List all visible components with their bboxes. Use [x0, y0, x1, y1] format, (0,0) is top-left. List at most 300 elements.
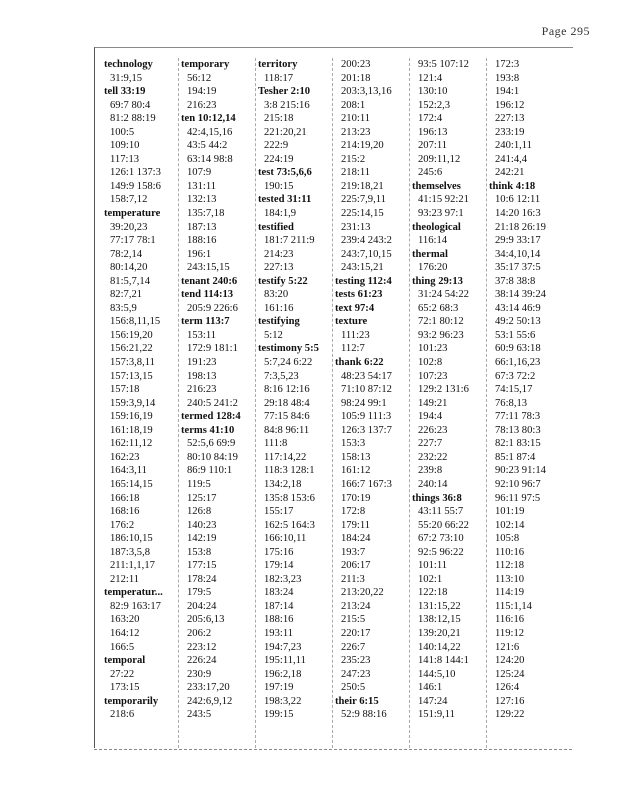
- page-reference: 210:11: [341, 113, 371, 125]
- page-reference: 126:8: [187, 506, 212, 518]
- index-term: temporal: [104, 655, 146, 667]
- page-reference: 157:18: [110, 384, 140, 396]
- page-reference: 195:11,11: [264, 655, 306, 667]
- page-reference: 119:5: [187, 478, 211, 490]
- index-term: theological: [412, 221, 461, 233]
- index-term: termed 128:4: [181, 411, 241, 423]
- page-reference: 196:13: [418, 126, 448, 138]
- page-reference: 83:20: [264, 289, 289, 301]
- page-reference: 194:19: [187, 86, 217, 98]
- page-reference: 187:3,5,8: [110, 546, 151, 558]
- index-term: tests 61:23: [335, 289, 383, 301]
- page-reference: 241:4,4: [495, 153, 528, 165]
- page-reference: 71:10 87:12: [341, 384, 392, 396]
- page-reference: 157:3,8,11: [110, 357, 155, 369]
- page-reference: 84:8 96:11: [264, 424, 310, 436]
- page-reference: 126:3 137:7: [341, 424, 392, 436]
- index-term: temperature: [104, 208, 161, 220]
- page-reference: 176:20: [418, 262, 448, 274]
- page-reference: 226:7: [341, 641, 366, 653]
- page-reference: 43:11 55:7: [418, 506, 464, 518]
- page-reference: 152:2,3: [418, 99, 451, 111]
- page-reference: 227:7: [418, 438, 443, 450]
- page-reference: 38:14 39:24: [495, 289, 546, 301]
- page-reference: 179:5: [187, 587, 212, 599]
- page-reference: 221:20,21: [264, 126, 307, 138]
- page-reference: 240:5 241:2: [187, 397, 238, 409]
- page-reference: 63:14 98:8: [187, 153, 233, 165]
- page-reference: 159:16,19: [110, 411, 153, 423]
- page-reference: 172:4: [418, 113, 443, 125]
- page-reference: 129:22: [495, 709, 525, 721]
- page-reference: 80:10 84:19: [187, 451, 238, 463]
- page-reference: 116:14: [418, 235, 448, 247]
- page-reference: 162:11,12: [110, 438, 153, 450]
- page-reference: 107:23: [418, 370, 448, 382]
- page-reference: 205:6,13: [187, 614, 225, 626]
- page-reference: 121:4: [418, 72, 443, 84]
- page-reference: 90:23 91:14: [495, 465, 546, 477]
- page-reference: 67:3 72:2: [495, 370, 536, 382]
- page-reference: 161:16: [264, 302, 294, 314]
- page-reference: 101:19: [495, 506, 525, 518]
- page-reference: 93:23 97:1: [418, 208, 464, 220]
- page-reference: 125:24: [495, 668, 525, 680]
- page-reference: 130:10: [418, 86, 448, 98]
- page-reference: 134:2,18: [264, 478, 302, 490]
- index-term: testing 112:4: [335, 275, 392, 287]
- page-reference: 213:20,22: [341, 587, 384, 599]
- page-reference: 52:9 88:16: [341, 709, 387, 721]
- page-reference: 211:1,1,17: [110, 560, 155, 572]
- page-reference: 218:11: [341, 167, 371, 179]
- index-term: text 97:4: [335, 302, 375, 314]
- page-reference: 118:17: [264, 72, 294, 84]
- index-term: testify 5:22: [258, 275, 308, 287]
- page-reference: 101:23: [418, 343, 448, 355]
- page-reference: 243:5: [187, 709, 212, 721]
- page-reference: 131:15,22: [418, 600, 461, 612]
- page-reference: 212:11: [110, 573, 140, 585]
- page-reference: 42:4,15,16: [187, 126, 233, 138]
- page-reference: 182:3,23: [264, 573, 302, 585]
- page-reference: 100:5: [110, 126, 135, 138]
- page-reference: 168:16: [110, 506, 140, 518]
- page-reference: 122:18: [418, 587, 448, 599]
- page-reference: 67:2 73:10: [418, 533, 464, 545]
- page-reference: 98:24 99:1: [341, 397, 387, 409]
- page-reference: 226:24: [187, 655, 217, 667]
- page-reference: 204:24: [187, 600, 217, 612]
- page-reference: 135:7,18: [187, 208, 225, 220]
- page-reference: 48:23 54:17: [341, 370, 392, 382]
- page-reference: 205:9 226:6: [187, 302, 238, 314]
- page-reference: 52:5,6 69:9: [187, 438, 236, 450]
- page-reference: 127:16: [495, 695, 525, 707]
- page-reference: 78:13 80:3: [495, 424, 541, 436]
- page-reference: 213:23: [341, 126, 371, 138]
- index-column-5: [408, 58, 487, 748]
- page-reference: 77:15 84:6: [264, 411, 310, 423]
- page-reference: 166:5: [110, 641, 135, 653]
- page-reference: 187:14: [264, 600, 294, 612]
- page-reference: 188:16: [264, 614, 294, 626]
- page-reference: 194:1: [495, 86, 520, 98]
- page-reference: 34:4,10,14: [495, 248, 541, 260]
- page-reference: 31:9,15: [110, 72, 143, 84]
- index-term: thank 6:22: [335, 357, 384, 369]
- page-reference: 164:12: [110, 627, 140, 639]
- page-reference: 149:9 158:6: [110, 180, 161, 192]
- page-reference: 164:3,11: [110, 465, 147, 477]
- page-reference: 139:20,21: [418, 627, 461, 639]
- index-term: thermal: [412, 248, 448, 260]
- page-reference: 138:12,15: [418, 614, 461, 626]
- page-reference: 178:24: [187, 573, 217, 585]
- page-reference: 194:7,23: [264, 641, 302, 653]
- page-reference: 60:9 63:18: [495, 343, 541, 355]
- index-term: ten 10:12,14: [181, 113, 236, 125]
- index-term: think 4:18: [489, 180, 536, 192]
- page-reference: 162:23: [110, 451, 140, 463]
- index-term: their 6:15: [335, 695, 379, 707]
- index-term: thing 29:13: [412, 275, 463, 287]
- page-reference: 170:19: [341, 492, 371, 504]
- page-reference: 83:5,9: [110, 302, 137, 314]
- page-reference: 220:17: [341, 627, 371, 639]
- page-reference: 78:2,14: [110, 248, 143, 260]
- index-term: terms 41:10: [181, 424, 235, 436]
- page-reference: 21:18 26:19: [495, 221, 546, 233]
- page-reference: 181:7 211:9: [264, 235, 315, 247]
- page-reference: 156:19,20: [110, 329, 153, 341]
- page-reference: 115:1,14: [495, 600, 532, 612]
- page-reference: 140:14,22: [418, 641, 461, 653]
- page-reference: 37:8 38:8: [495, 275, 536, 287]
- page-reference: 196:2,18: [264, 668, 302, 680]
- page-reference: 55:20 66:22: [418, 519, 469, 531]
- page-reference: 81:2 88:19: [110, 113, 156, 125]
- page-reference: 179:14: [264, 560, 294, 572]
- page-reference: 116:16: [495, 614, 525, 626]
- page-reference: 131:11: [187, 180, 217, 192]
- page-reference: 250:5: [341, 682, 366, 694]
- page-reference: 132:13: [187, 194, 217, 206]
- page-reference: 166:7 167:3: [341, 478, 392, 490]
- page-reference: 227:13: [495, 113, 525, 125]
- page-reference: 239:8: [418, 465, 443, 477]
- page-reference: 176:2: [110, 519, 135, 531]
- page-reference: 227:13: [264, 262, 294, 274]
- page-reference: 193:8: [495, 72, 520, 84]
- page-reference: 5:12: [264, 329, 283, 341]
- page-reference: 188:16: [187, 235, 217, 247]
- page-reference: 186:10,15: [110, 533, 153, 545]
- index-term: texture: [335, 316, 368, 328]
- page-reference: 147:24: [418, 695, 448, 707]
- page-reference: 159:3,9,14: [110, 397, 156, 409]
- page-reference: 72:1 80:12: [418, 316, 464, 328]
- page-reference: 81:5,7,14: [110, 275, 151, 287]
- page-reference: 214:19,20: [341, 140, 384, 152]
- page-reference: 203:3,13,16: [341, 86, 392, 98]
- page-reference: 107:9: [187, 167, 212, 179]
- page-reference: 149:21: [418, 397, 448, 409]
- page-reference: 85:1 87:4: [495, 451, 536, 463]
- page-reference: 10:6 12:11: [495, 194, 541, 206]
- page-reference: 29:18 48:4: [264, 397, 310, 409]
- page-reference: 8:16 12:16: [264, 384, 310, 396]
- page-reference: 112:18: [495, 560, 525, 572]
- page-reference: 162:5 164:3: [264, 519, 315, 531]
- page-reference: 111:8: [264, 438, 288, 450]
- page-reference: 247:23: [341, 668, 371, 680]
- page-reference: 112:7: [341, 343, 365, 355]
- page-reference: 163:20: [110, 614, 140, 626]
- page-reference: 27:22: [110, 668, 135, 680]
- page-reference: 216:23: [187, 99, 217, 111]
- page-reference: 110:16: [495, 546, 525, 558]
- page-reference: 184:24: [341, 533, 371, 545]
- page-number: Page 295: [541, 24, 590, 38]
- page-reference: 124:20: [495, 655, 525, 667]
- page-reference: 118:3 128:1: [264, 465, 315, 477]
- page-reference: 56:12: [187, 72, 212, 84]
- index-term: tenant 240:6: [181, 275, 238, 287]
- page-reference: 142:19: [187, 533, 217, 545]
- index-column-6: [485, 58, 564, 748]
- page-reference: 102:14: [495, 519, 525, 531]
- page-reference: 65:2 68:3: [418, 302, 459, 314]
- page-reference: 224:19: [264, 153, 294, 165]
- page-reference: 225:14,15: [341, 208, 384, 220]
- page-reference: 140:23: [187, 519, 217, 531]
- page-reference: 230:9: [187, 668, 212, 680]
- page-reference: 121:6: [495, 641, 520, 653]
- page-reference: 101:11: [418, 560, 448, 572]
- page-reference: 215:2: [341, 153, 366, 165]
- page-reference: 161:18,19: [110, 424, 153, 436]
- page-reference: 113:10: [495, 573, 525, 585]
- page-reference: 41:15 92:21: [418, 194, 469, 206]
- page-reference: 86:9 110:1: [187, 465, 233, 477]
- page-reference: 129:2 131:6: [418, 384, 469, 396]
- page-reference: 165:14,15: [110, 478, 153, 490]
- page-reference: 43:5 44:2: [187, 140, 228, 152]
- page-reference: 158:7,12: [110, 194, 148, 206]
- page-reference: 119:12: [495, 627, 525, 639]
- page-reference: 151:9,11: [418, 709, 455, 721]
- page-reference: 216:23: [187, 384, 217, 396]
- page-reference: 235:23: [341, 655, 371, 667]
- index-term: technology: [104, 59, 153, 70]
- page-reference: 14:20 16:3: [495, 208, 541, 220]
- page-reference: 105:9 111:3: [341, 411, 392, 423]
- index-term: things 36:8: [412, 492, 462, 504]
- page-reference: 200:23: [341, 59, 371, 70]
- page-reference: 173:15: [110, 682, 140, 694]
- page-reference: 80:14,20: [110, 262, 148, 274]
- page-reference: 77:11 78:3: [495, 411, 541, 423]
- page-reference: 194:4: [418, 411, 443, 423]
- page-reference: 175:16: [264, 546, 294, 558]
- page-reference: 218:6: [110, 709, 135, 721]
- page-reference: 153:3: [341, 438, 366, 450]
- page-reference: 92:5 96:22: [418, 546, 464, 558]
- index-term: term 113:7: [181, 316, 230, 328]
- page-reference: 190:15: [264, 180, 294, 192]
- page-reference: 172:8: [341, 506, 366, 518]
- page-reference: 214:23: [264, 248, 294, 260]
- page-reference: 243:7,10,15: [341, 248, 392, 260]
- page-reference: 82:7,21: [110, 289, 143, 301]
- index-term: territory: [258, 59, 298, 70]
- page-reference: 219:18,21: [341, 180, 384, 192]
- page-reference: 146:1: [418, 682, 443, 694]
- page-reference: 92:10 96:7: [495, 478, 541, 490]
- index-term: testifying: [258, 316, 300, 328]
- page-reference: 183:24: [264, 587, 294, 599]
- page-reference: 141:8 144:1: [418, 655, 469, 667]
- page-reference: 156:8,11,15: [110, 316, 161, 328]
- page-reference: 102:1: [418, 573, 443, 585]
- page-reference: 82:1 83:15: [495, 438, 541, 450]
- page-reference: 193:7: [341, 546, 366, 558]
- page-reference: 226:23: [418, 424, 448, 436]
- page-reference: 43:14 46:9: [495, 302, 541, 314]
- page-reference: 96:11 97:5: [495, 492, 541, 504]
- page-reference: 153:11: [187, 329, 217, 341]
- index-term: test 73:5,6,6: [258, 167, 312, 179]
- page-reference: 243:15,15: [187, 262, 230, 274]
- page-reference: 245:6: [418, 167, 443, 179]
- page-reference: 207:11: [418, 140, 448, 152]
- page-reference: 166:18: [110, 492, 140, 504]
- page-reference: 35:17 37:5: [495, 262, 541, 274]
- page-reference: 198:13: [187, 370, 217, 382]
- page-reference: 166:10,11: [264, 533, 307, 545]
- page-reference: 201:18: [341, 72, 371, 84]
- page-reference: 172:3: [495, 59, 520, 70]
- page-reference: 222:9: [264, 140, 289, 152]
- page-reference: 135:8 153:6: [264, 492, 315, 504]
- page-reference: 242:6,9,12: [187, 695, 233, 707]
- page-reference: 231:13: [341, 221, 371, 233]
- page-reference: 117:14,22: [264, 451, 307, 463]
- page-reference: 117:13: [110, 153, 140, 165]
- page-reference: 242:21: [495, 167, 525, 179]
- page-reference: 199:15: [264, 709, 294, 721]
- index-term: temporary: [181, 59, 230, 70]
- index-column-3: [254, 58, 333, 748]
- page-reference: 5:7,24 6:22: [264, 357, 313, 369]
- page-reference: 209:11,12: [418, 153, 461, 165]
- page-reference: 125:17: [187, 492, 217, 504]
- page-reference: 240:14: [418, 478, 448, 490]
- page-reference: 184:1,9: [264, 208, 297, 220]
- page-reference: 215:18: [264, 113, 294, 125]
- index-column-1: [100, 58, 179, 748]
- bottom-rule: [94, 749, 572, 750]
- index-term: tell 33:19: [104, 86, 146, 98]
- index-term: temperatur...: [104, 587, 163, 599]
- index-term: testimony 5:5: [258, 343, 319, 355]
- index-column-2: [177, 58, 256, 748]
- page-reference: 126:4: [495, 682, 520, 694]
- page-reference: 76:8,13: [495, 397, 528, 409]
- page-reference: 156:21,22: [110, 343, 153, 355]
- page-reference: 198:3,22: [264, 695, 302, 707]
- page-reference: 158:13: [341, 451, 371, 463]
- page-reference: 157:13,15: [110, 370, 153, 382]
- page-reference: 197:19: [264, 682, 294, 694]
- page-reference: 161:12: [341, 465, 371, 477]
- page-reference: 225:7,9,11: [341, 194, 386, 206]
- page-reference: 31:24 54:22: [418, 289, 469, 301]
- page-reference: 3:8 215:16: [264, 99, 310, 111]
- page-reference: 206:2: [187, 627, 212, 639]
- index-term: tend 114:13: [181, 289, 234, 301]
- page-reference: 77:17 78:1: [110, 235, 156, 247]
- page-reference: 53:1 55:6: [495, 329, 536, 341]
- page-reference: 39:20,23: [110, 221, 148, 233]
- page-reference: 153:8: [187, 546, 212, 558]
- page-reference: 82:9 163:17: [110, 600, 161, 612]
- page-reference: 196:12: [495, 99, 525, 111]
- page-reference: 233:17,20: [187, 682, 230, 694]
- page-reference: 177:15: [187, 560, 217, 572]
- page-reference: 215:5: [341, 614, 366, 626]
- page-reference: 126:1 137:3: [110, 167, 161, 179]
- index-term: temporarily: [104, 695, 159, 707]
- page-reference: 155:17: [264, 506, 294, 518]
- page-reference: 93:5 107:12: [418, 59, 469, 70]
- index-term: tested 31:11: [258, 194, 312, 206]
- page-reference: 240:1,11: [495, 140, 532, 152]
- index-term: Tesher 2:10: [258, 86, 311, 98]
- page-reference: 211:3: [341, 573, 365, 585]
- index-term: testified: [258, 221, 294, 233]
- page-reference: 213:24: [341, 600, 371, 612]
- page-reference: 243:15,21: [341, 262, 384, 274]
- page-reference: 29:9 33:17: [495, 235, 541, 247]
- index-column-4: [331, 58, 410, 748]
- page-reference: 208:1: [341, 99, 366, 111]
- page-reference: 172:9 181:1: [187, 343, 238, 355]
- index-term: themselves: [412, 180, 461, 192]
- page-reference: 102:8: [418, 357, 443, 369]
- page-reference: 196:1: [187, 248, 212, 260]
- page-reference: 111:23: [341, 329, 370, 341]
- page-reference: 49:2 50:13: [495, 316, 541, 328]
- page-reference: 109:10: [110, 140, 140, 152]
- page-reference: 233:19: [495, 126, 525, 138]
- page-reference: 232:22: [418, 451, 448, 463]
- page-reference: 191:23: [187, 357, 217, 369]
- page-reference: 93:2 96:23: [418, 329, 464, 341]
- page-reference: 105:8: [495, 533, 520, 545]
- page-reference: 187:13: [187, 221, 217, 233]
- page-reference: 7:3,5,23: [264, 370, 299, 382]
- page-reference: 206:17: [341, 560, 371, 572]
- page-reference: 144:5,10: [418, 668, 456, 680]
- page-reference: 193:11: [264, 627, 294, 639]
- page-reference: 114:19: [495, 587, 525, 599]
- page-reference: 69:7 80:4: [110, 99, 151, 111]
- page-reference: 223:12: [187, 641, 217, 653]
- page-reference: 74:15,17: [495, 384, 533, 396]
- page-reference: 239:4 243:2: [341, 235, 392, 247]
